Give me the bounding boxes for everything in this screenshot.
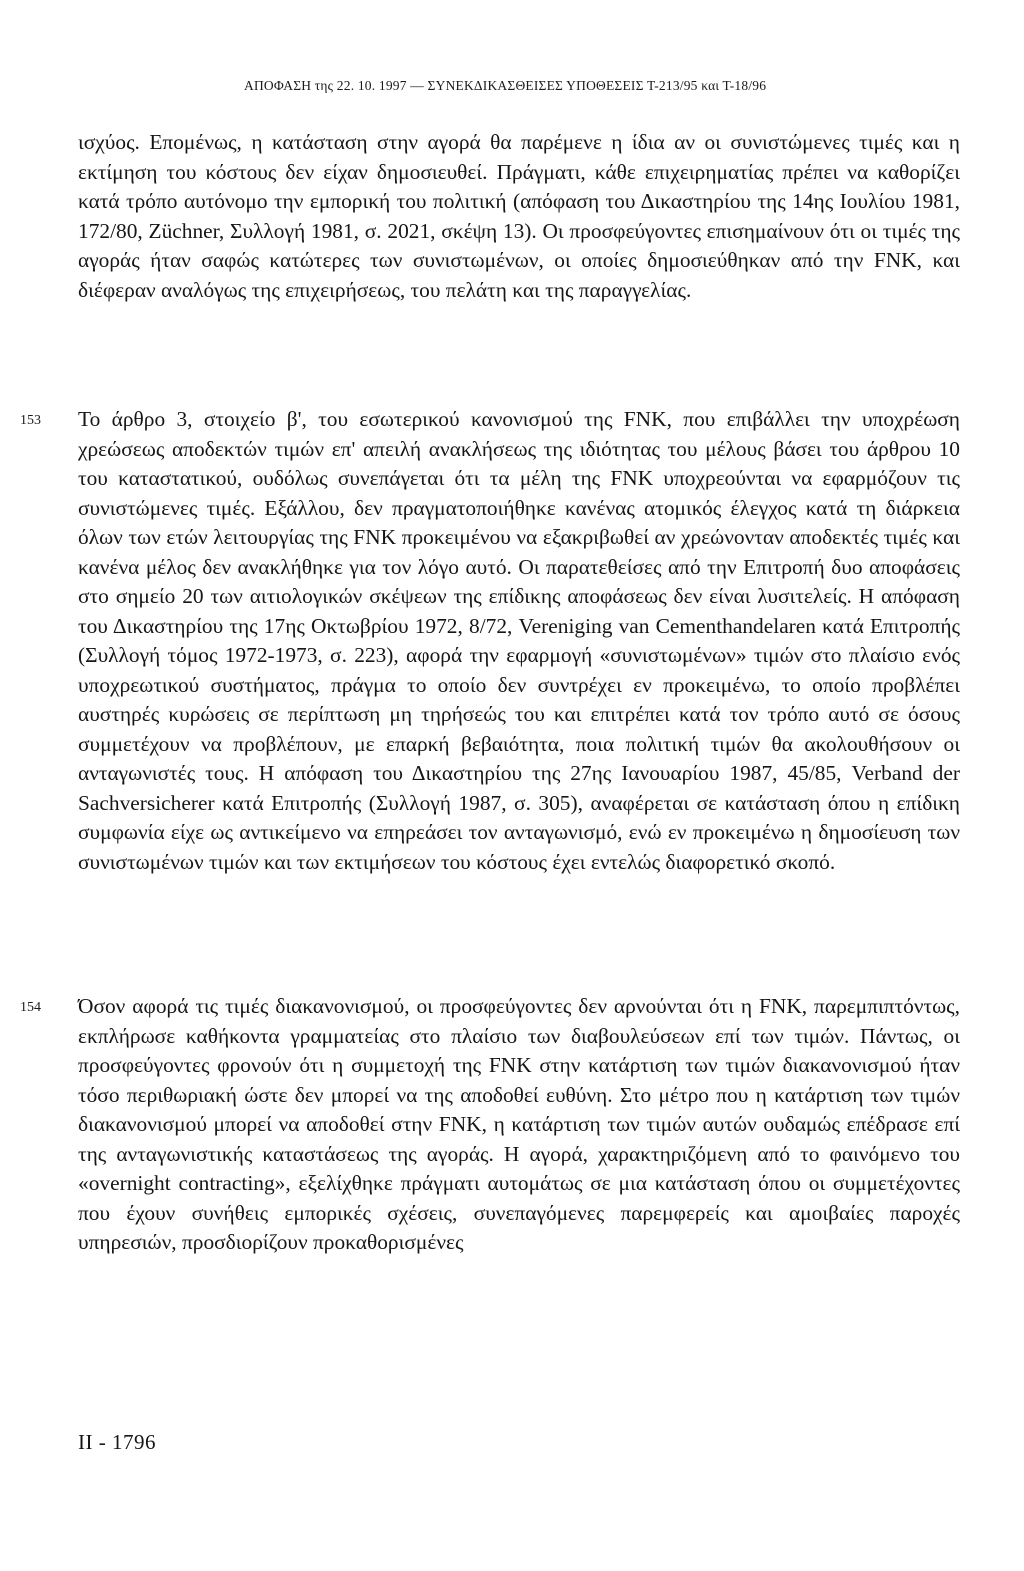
paragraph-continuation: ισχύος. Επομένως, η κατάσταση στην αγορά θα παρέμενε η ίδια αν οι συνιστώμενες τιμές και η εκτίμηση του κόστους δεν είχαν δημοσιευθεί. Πράγματι, κάθε επιχειρηματίας πρέπει να καθορίζει κατά τρόπο αυτόνομο την εμπορική του πολιτική (απόφαση του Δικαστηρίου της 14ης Ιουλίου 1981, 172/80, Züchner, Συλλογή 1981, σ. 2021, σκέψη 13). Οι προσφεύγοντες επισημαίνουν ότι οι τιμές της αγοράς ήταν σαφώς κατώτερες των συνιστωμένων, οι οποίες δημοσιεύθηκαν από την FNK, και διέφεραν αναλόγως της επιχειρήσεως, του πελάτη και της παραγγελίας. — [78, 130, 960, 302]
paragraph-number-154: 154 — [20, 1000, 41, 1015]
paragraph-number-153: 153 — [20, 413, 41, 428]
page-number: II - 1796 — [78, 1430, 156, 1454]
paragraph-154: Όσον αφορά τις τιμές διακανονισμού, οι προσφεύγοντες δεν αρνούνται ότι η FNK, παρεμπιπτόντως, εκπλήρωσε καθήκοντα γραμματείας στο πλαίσιο των διαβουλεύσεων επί των τιμών. Πάντως, οι προσφεύγοντες φρονούν ότι η συμμετοχή της FNK στην κατάρτιση των τιμών διακανονισμού ήταν τόσο περιθωριακή ώστε δεν μπορεί να της αποδοθεί ευθύνη. Στο μέτρο που η κατάρτιση των τιμών διακανονισμού μπορεί να αποδοθεί στην FNK, η κατάρτιση των τιμών αυτών ουδαμώς επέδρασε επί της ανταγωνιστικής καταστάσεως της αγοράς. Η αγορά, χαρακτηριζόμενη από το φαινόμενο του «overnight contracting», εξελίχθηκε πράγματι αυτομάτως σε μια κατάσταση όπου οι συμμετέχοντες που έχουν συνήθεις εμπορικές σχέσεις, συνεπαγόμενες παρεμφερείς και αμοιβαίες παροχές υπηρεσιών, προσδιορίζουν προκαθορισμένες — [78, 994, 960, 1254]
paragraph-153: Το άρθρο 3, στοιχείο β', του εσωτερικού κανονισμού της FNK, που επιβάλλει την υποχρέωση χρεώσεως αποδεκτών τιμών επ' απειλή ανακλήσεως της ιδιότητας του μέλους βάσει του άρθρου 10 του καταστατικού, ουδόλως συνεπάγεται ότι τα μέλη της FNK υποχρεούνται να εφαρμόζουν τις συνιστώμενες τιμές. Εξάλλου, δεν πραγματοποιήθηκε κανένας ατομικός έλεγχος κατά τη διάρκεια όλων των ετών λειτουργίας της FNK προκειμένου να εξακριβωθεί αν χρεώνονταν αποδεκτές τιμές και κανένα μέλος δεν ανακλήθηκε για τον λόγο αυτό. Οι παρατεθείσες από την Επιτροπή δυο αποφάσεις στο σημείο 20 των αιτιολογικών σκέψεων της επίδικης αποφάσεως δεν είναι λυσιτελείς. Η απόφαση του Δικαστηρίου της 17ης Οκτωβρίου 1972, 8/72, Vereniging van Cementhandelaren κατά Επιτροπής (Συλλογή τόμος 1972-1973, σ. 223), αφορά την εφαρμογή «συνιστωμένων» τιμών στο πλαίσιο ενός υποχρεωτικού συστήματος, πράγμα το οποίο δεν συντρέχει εν προκειμένω, το οποίο προβλέπει αυστηρές κυρώσεις σε περίπτωση μη τηρήσεώς του και επιτρέπει κατά τον τρόπο αυτό σε όσους συμμετέχουν να προβλέπουν, με επαρκή βεβαιότητα, ποια πολιτική τιμών θα ακολουθήσουν οι ανταγωνιστές τους. Η απόφαση του Δικαστηρίου της 27ης Ιανουαρίου 1987, 45/85, Verband der Sachversicherer κατά Επιτροπής (Συλλογή 1987, σ. 305), αναφέρεται σε κατάσταση όπου η επίδικη συμφωνία είχε ως αντικείμενο να επηρεάσει τον ανταγωνισμό, ενώ εν προκειμένω η δημοσίευση των συνιστωμένων τιμών και των εκτιμήσεων του κόστους έχει εντελώς διαφορετικό σκοπό. — [78, 407, 960, 874]
running-header: ΑΠΟΦΑΣΗ της 22. 10. 1997 — ΣΥΝΕΚΔΙΚΑΣΘΕΙΣΕΣ ΥΠΟΘΕΣΕΙΣ Τ-213/95 και Τ-18/96 — [244, 78, 767, 93]
